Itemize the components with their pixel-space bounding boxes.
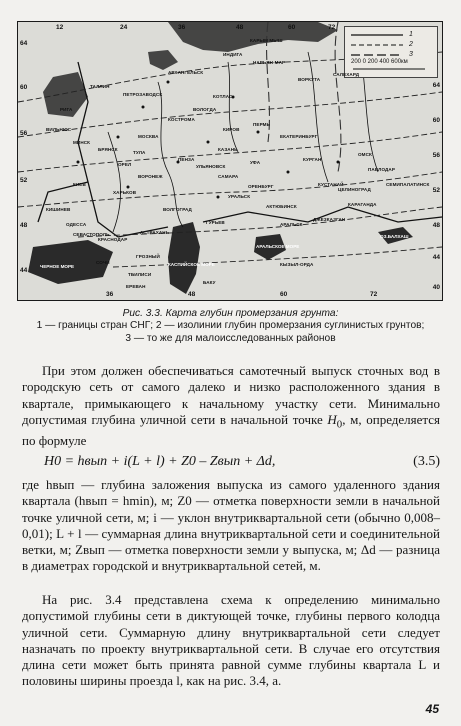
- map-legend: [344, 26, 438, 78]
- sea-label: ЧЕРНОЕ МОРЕ: [40, 264, 75, 269]
- city-label: ИНДИГА: [223, 52, 243, 57]
- city-label: КРАСНОДАР: [98, 237, 128, 242]
- city-label: УЛЬЯНОВСК: [196, 164, 226, 169]
- city-label: САМАРА: [218, 174, 239, 179]
- scale-bar-label: 200 0 200 400 600км: [351, 59, 408, 65]
- sea-label: АРАЛЬСКОЕ МОРЕ: [256, 244, 300, 249]
- tick-top: 24: [120, 24, 128, 31]
- city-label: КИЕВ: [73, 182, 86, 187]
- city-label: ПАВЛОДАР: [368, 167, 396, 172]
- city-label: КАРАГАНДА: [348, 202, 377, 207]
- barents-sea: [168, 22, 338, 52]
- city-label: КОСТРОМА: [168, 117, 195, 122]
- figure-caption: [10, 308, 451, 345]
- city-label: ПЕРМЬ: [253, 122, 270, 127]
- tick-left: 64: [20, 40, 28, 47]
- paragraph-text: , м, определяется по формуле: [22, 411, 440, 448]
- legend-label: 1: [409, 31, 413, 38]
- city-label: МИНСК: [73, 140, 91, 145]
- city-label: КЫЗЫЛ-ОРДА: [280, 262, 314, 267]
- city-label: НАРЬЯН-МАР: [253, 60, 286, 65]
- city-label: АРАЛЬСК: [280, 222, 303, 227]
- city-label: ТУЛА: [133, 150, 146, 155]
- tick-left: 48: [20, 222, 28, 229]
- tick-right: 64: [432, 82, 440, 89]
- city-label: ВОРКУТА: [298, 77, 321, 82]
- city-label: КУСТАНАЙ: [318, 182, 344, 187]
- city-label: СОЧИ: [96, 260, 110, 265]
- city-label: АСТРАХАНЬ: [140, 230, 170, 235]
- paragraph-definitions: где hвып — глубина заложения выпуска из самого удаленного здания квартала (hвып = hmin), м; Z0 — отметка поверхности земли в начальной точке уличной сети, м; i — уклон внутриквартальной сети (обычно 0,008–0,01); L + l — суммарная длина внутриквартальной сети и соединительной ветки, м; Zвып — отметка поверхности земли у выпуска, м; Δd — разница в диаметрах городской и внутриквартальной сетей, м.: [22, 477, 440, 574]
- city-label: ТБИЛИСИ: [128, 272, 152, 277]
- city-label: КИРОВ: [223, 127, 240, 132]
- paragraph-intro: [22, 363, 440, 449]
- tick-bottom: 36: [106, 291, 114, 298]
- white-sea: [148, 50, 178, 70]
- tick-right: 60: [432, 117, 440, 124]
- tick-left: 52: [20, 177, 28, 184]
- city-label: КУРГАН: [303, 157, 322, 162]
- city-label: РИГА: [60, 107, 73, 112]
- city-label: ВИЛЬНЮС: [46, 127, 72, 132]
- city-label: ЦЕЛИНОГРАД: [338, 187, 371, 192]
- city-label: КОТЛАС: [213, 94, 233, 99]
- city-label: ОМСК: [358, 152, 372, 157]
- city-label: ЕРЕВАН: [126, 284, 146, 289]
- city-label: БРЯНСК: [98, 147, 118, 152]
- tick-bottom: 72: [370, 291, 378, 298]
- sea-label: КАСПИЙСКОЕ МОРЕ: [168, 262, 215, 267]
- city-label: КАЗАНЬ: [218, 147, 238, 152]
- city-label: КИШИНЕВ: [46, 207, 71, 212]
- city-label: АРХАНГЕЛЬСК: [168, 70, 204, 75]
- city-label: САЛЕХАРД: [333, 72, 360, 77]
- city-label: ОДЕССА: [66, 222, 87, 227]
- city-label: УФА: [250, 160, 261, 165]
- tick-bottom: 48: [188, 291, 196, 298]
- h0-subscript: 0: [336, 418, 343, 431]
- tick-top: 48: [236, 24, 244, 31]
- paragraph-figure-ref: На рис. 3.4 представлена схема к определению минимально допустимой глубины сети в диктующей точке, глубины первого колодца уличной сети. Суммарную длину внутриквартальной сети следует назначать по проекту внутриквартальной сети. В случае его отсутствия длина сети может быть принята равной сумме глубины квартала L и половины ширины проезда l, как на рис. 3.4, а.: [22, 592, 440, 689]
- city-label: ВОЛГОГРАД: [163, 207, 192, 212]
- tick-top: 36: [178, 24, 186, 31]
- paragraph-text: При этом должен обеспечиваться самотечный выпуск сточных вод в городскую сеть от самого далеко и низко расположенного здания в квартале, примыкающего к начальному участку сети. Минимально допустимая глубина уличной сети в начальной точке: [22, 363, 440, 427]
- city-label: ВОЛОГДА: [193, 107, 217, 112]
- city-label: ОРЕНБУРГ: [248, 184, 274, 189]
- city-label: ДЖЕЗКАЗГАН: [313, 217, 346, 222]
- city-label: ЕКАТЕРИНБУРГ: [280, 134, 318, 139]
- tick-top: 60: [288, 24, 296, 31]
- caption-line: 3 — то же для малоисследованных районов: [125, 332, 336, 344]
- frost-depth-map: [17, 21, 443, 301]
- tick-right: 40: [432, 284, 440, 291]
- city-label: ОРЕЛ: [118, 162, 132, 167]
- sea-label: ОЗ.БАЛХАШ: [380, 234, 409, 239]
- city-label: ГУРЬЕВ: [206, 220, 225, 225]
- city-label: ТАЛЛИН: [90, 84, 110, 89]
- city-label: СЕМИПАЛАТИНСК: [386, 182, 430, 187]
- formula-expression: H0 = hвып + i(L + l) + Z0 – Zвып + Δd,: [44, 454, 276, 469]
- city-label: ПЕТРОЗАВОДСК: [123, 92, 163, 97]
- city-label: КАРЫМ МЫШ: [250, 38, 283, 43]
- tick-left: 44: [20, 267, 28, 274]
- city-label: ГРОЗНЫЙ: [136, 254, 160, 259]
- tick-right: 44: [432, 254, 440, 261]
- legend-label: 3: [409, 51, 413, 58]
- tick-left: 60: [20, 84, 28, 91]
- tick-right: 52: [432, 187, 440, 194]
- city-label: БАКУ: [203, 280, 216, 285]
- tick-right: 56: [432, 152, 440, 159]
- caption-line: 1 — границы стран СНГ; 2 — изолинии глубин промерзания суглинистых грунтов;: [36, 320, 425, 332]
- city-label: ВОРОНЕЖ: [138, 174, 163, 179]
- tick-right: 48: [432, 222, 440, 229]
- city-label: ПЕНЗА: [178, 157, 195, 162]
- caption-title: Рис. 3.3. Карта глубин промерзания грунта:: [122, 308, 339, 319]
- formula-number: (3.5): [413, 454, 440, 469]
- h0-symbol: H: [327, 411, 337, 427]
- city-label: МОСКВА: [138, 134, 159, 139]
- city-label: ХАРЬКОВ: [113, 190, 137, 195]
- city-label: УРАЛЬСК: [228, 194, 251, 199]
- city-label: АКТЮБИНСК: [266, 204, 297, 209]
- tick-bottom: 60: [280, 291, 288, 298]
- tick-top: 72: [328, 24, 336, 31]
- legend-label: 2: [409, 41, 413, 48]
- page-number: 45: [425, 702, 439, 716]
- city-label: СЕВАСТОПОЛЬ: [73, 232, 110, 237]
- tick-left: 56: [20, 130, 28, 137]
- formula-3-5: [22, 454, 440, 472]
- tick-top: 12: [56, 24, 64, 31]
